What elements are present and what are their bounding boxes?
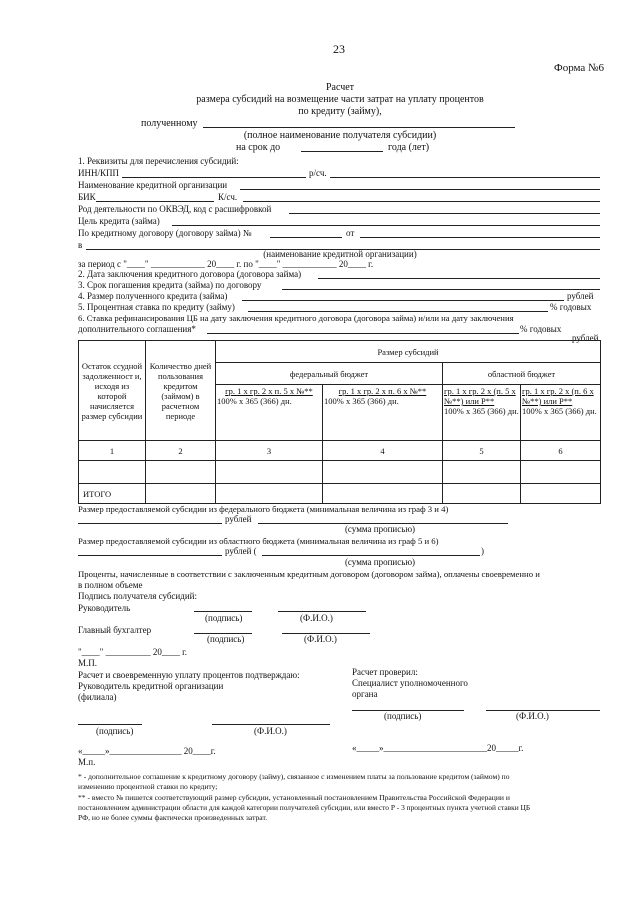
header-regional: областной бюджет — [443, 363, 601, 385]
regional-close-paren: ) — [481, 546, 484, 556]
term-prefix: на срок до — [236, 142, 281, 153]
confirm-line-3: (филиала) — [78, 692, 117, 702]
period-line: за период с "____" ____________ 20____ г. по "____" ____________ 20____ г. — [78, 259, 374, 269]
received-label: полученному — [141, 118, 198, 129]
title-line-2: размера субсидий на возмещение части затрат на уплату процентов — [196, 94, 484, 105]
regional-words-field[interactable] — [262, 555, 480, 556]
item-4-field[interactable] — [242, 300, 564, 301]
footnote-2-line-1: ** - вместо № пишется соответствующий размер субсидии, установленный постановлением Правительства Российской Федерации и — [78, 793, 510, 802]
formula-6-top: гр. 1 х гр. 2 х (п. 6 х №**) или Р** — [522, 386, 594, 406]
header-days: Количество дней пользования кредитом (займом) в расчетном периоде — [146, 341, 216, 441]
formula-col-4 — [323, 385, 443, 441]
inn-field[interactable] — [122, 177, 306, 178]
confirm-line-1: Расчет и своевременную уплату процентов подтверждаю: — [78, 670, 300, 680]
recipient-sign-label: Подпись получателя субсидий: — [78, 591, 197, 601]
formula-3-top: гр. 1 х гр. 2 х п. 5 х №** — [225, 386, 313, 396]
checker-signature-caption: (подпись) — [384, 711, 422, 721]
formula-4-top: гр. 1 х гр. 2 х п. 6 х №** — [338, 386, 427, 396]
form-label: Форма №6 — [554, 62, 605, 74]
bank-head-signature-field[interactable] — [78, 724, 142, 725]
footnote-2-line-2: постановлением администрации области для каждой категории получателей субсидии, или вместо Р - 3 процентных пункта учетной ставки ЦБ — [78, 803, 531, 812]
interest-line-1: Проценты, начисленные в соответствии с заключенным кредитным договором (договором займа), оплачены своевременно и — [78, 569, 540, 579]
item-6-rub: рублей — [572, 333, 599, 343]
total-cell[interactable] — [146, 484, 216, 504]
interest-line-2: в полном объеме — [78, 580, 143, 590]
bank-head-fio-caption: (Ф.И.О.) — [254, 726, 287, 736]
recipient-date[interactable]: "____" __________ 20____ г. — [78, 647, 188, 657]
from-label: от — [346, 228, 355, 238]
checked-line-1: Расчет проверил: — [352, 667, 418, 677]
col-number-1: 1 — [79, 441, 146, 461]
total-cell[interactable] — [521, 484, 601, 504]
in-label: в — [78, 240, 83, 250]
bank-field[interactable] — [240, 189, 600, 190]
head-fio-field[interactable] — [278, 611, 366, 612]
federal-line: Размер предоставляемой субсидии из федерального бюджета (минимальная величина из граф 3 и 4) — [78, 504, 449, 514]
bank-head-signature-caption: (подпись) — [96, 726, 134, 736]
recipient-caption: (полное наименование получателя субсидии) — [243, 130, 437, 141]
requisites-heading: 1. Реквизиты для перечисления субсидий: — [78, 156, 239, 166]
formula-3-bottom: 100% х 365 (366) дн. — [217, 396, 292, 406]
federal-rub: рублей — [225, 514, 252, 524]
formula-5-bottom: 100% х 365 (366) дн. — [444, 406, 519, 416]
head-fio-caption: (Ф.И.О.) — [300, 613, 333, 623]
accountant-label: Главный бухгалтер — [78, 625, 152, 635]
item-3: 3. Срок погашения кредита (займа) по договору — [78, 280, 262, 290]
total-cell[interactable] — [443, 484, 521, 504]
checked-line-3: органа — [352, 689, 378, 699]
item-6-unit: % годовых — [520, 324, 562, 334]
stamp-mark: М.П. — [78, 658, 98, 668]
total-cell[interactable] — [216, 484, 323, 504]
col-number-4: 4 — [323, 441, 443, 461]
formula-col-6 — [521, 385, 601, 441]
checked-line-2: Специалист уполномоченного — [352, 678, 468, 688]
footnote-1-line-2: изменению процентной ставки по кредиту; — [78, 782, 218, 791]
head-signature-caption: (подпись) — [205, 613, 243, 623]
header-subsidy: Размер субсидий — [216, 341, 601, 363]
col-number-3: 3 — [216, 441, 323, 461]
federal-words-caption: (сумма прописью) — [344, 524, 416, 534]
stamp-mark-2: М.п. — [78, 757, 96, 767]
item-2-field[interactable] — [318, 278, 600, 279]
item-4-unit: рублей — [567, 291, 594, 301]
formula-col-5 — [443, 385, 521, 441]
purpose-label: Цель кредита (займа) — [78, 216, 160, 226]
bank-date[interactable]: «_____»________________ 20____г. — [78, 746, 216, 756]
footnote-2-line-3: РФ, но не более суммы фактически произведенных затрат. — [78, 813, 268, 822]
checker-fio-caption: (Ф.И.О.) — [516, 711, 549, 721]
accountant-fio-caption: (Ф.И.О.) — [304, 634, 337, 644]
header-balance: Остаток ссудной задолженност и, исходя из которой начисляется размер субсидии — [79, 341, 146, 441]
data-cell[interactable] — [443, 461, 521, 484]
data-cell[interactable] — [216, 461, 323, 484]
col-number-5: 5 — [443, 441, 521, 461]
item-2: 2. Дата заключения кредитного договора (договора займа) — [78, 269, 302, 279]
contract-date-field[interactable] — [360, 237, 600, 238]
data-cell[interactable] — [79, 461, 146, 484]
federal-amount-field[interactable] — [78, 523, 222, 524]
subsidy-table — [78, 340, 601, 504]
regional-amount-field[interactable] — [78, 555, 222, 556]
term-suffix: года (лет) — [388, 142, 430, 153]
checker-date[interactable]: «_____»_______________________20_____г. — [352, 743, 524, 753]
item-4: 4. Размер полученного кредита (займа) — [78, 291, 228, 301]
bank-caption: (наименование кредитной организации) — [263, 249, 417, 259]
bik-field[interactable] — [96, 201, 214, 202]
purpose-field[interactable] — [172, 225, 600, 226]
accountant-signature-caption: (подпись) — [207, 634, 245, 644]
contract-label: По кредитному договору (договору займа) № — [78, 228, 252, 238]
item-5-field[interactable] — [248, 311, 548, 312]
rs-label: р/сч. — [309, 168, 327, 178]
item-5-unit: % годовых — [550, 302, 592, 312]
formula-5-top: гр. 1 х гр. 2 х (п. 5 х №**) или Р** — [444, 386, 516, 406]
ks-label: К/сч. — [218, 192, 238, 202]
data-cell[interactable] — [323, 461, 443, 484]
item-6-line-1: 6. Ставка рефинансирования ЦБ на дату заключения кредитного договора (договора займа) и/или на дату заключения — [78, 313, 514, 323]
head-signature-field[interactable] — [194, 611, 252, 612]
title-line-3: по кредиту (займу), — [298, 106, 382, 117]
footnote-1-line-1: * - дополнительное соглашение к кредитному договору (займу), связанное с изменением платы за пользование кредитом (займом) по — [78, 772, 510, 781]
data-cell[interactable] — [146, 461, 216, 484]
data-cell[interactable] — [521, 461, 601, 484]
header-federal: федеральный бюджет — [216, 363, 443, 385]
confirm-line-2: Руководитель кредитной организации — [78, 681, 224, 691]
recipient-field[interactable] — [203, 127, 515, 128]
item-5: 5. Процентная ставка по кредиту (займу) — [78, 302, 235, 312]
regional-rub: рублей ( — [225, 546, 257, 556]
formula-6-bottom: 100% х 365 (366) дн. — [522, 406, 597, 416]
total-cell[interactable] — [323, 484, 443, 504]
inn-label: ИНН/КПП — [78, 168, 120, 178]
ks-field[interactable] — [243, 201, 600, 202]
okved-label: Род деятельности по ОКВЭД, код с расшифровкой — [78, 204, 272, 214]
bik-label: БИК — [78, 192, 96, 202]
item-6-field[interactable] — [207, 333, 519, 334]
formula-4-bottom: 100% х 365 (366) дн. — [324, 396, 399, 406]
col-number-6: 6 — [521, 441, 601, 461]
item-6-line-2: дополнительного соглашения* — [78, 324, 196, 334]
head-label: Руководитель — [78, 603, 131, 613]
term-field[interactable] — [301, 151, 383, 152]
contract-number-field[interactable] — [270, 237, 342, 238]
page-number: 23 — [333, 42, 345, 56]
regional-words-caption: (сумма прописью) — [344, 557, 416, 567]
regional-line: Размер предоставляемой субсидии из областного бюджета (минимальная величина из граф 5 и 6) — [78, 536, 439, 546]
bank-label: Наименование кредитной организации — [78, 180, 228, 190]
total-label: ИТОГО — [79, 484, 146, 504]
okved-field[interactable] — [289, 213, 600, 214]
title-line-1: Расчет — [325, 82, 355, 93]
col-number-2: 2 — [146, 441, 216, 461]
formula-col-3 — [216, 385, 323, 441]
rs-field[interactable] — [330, 177, 600, 178]
item-3-field[interactable] — [282, 289, 600, 290]
bank-head-fio-field[interactable] — [212, 724, 330, 725]
